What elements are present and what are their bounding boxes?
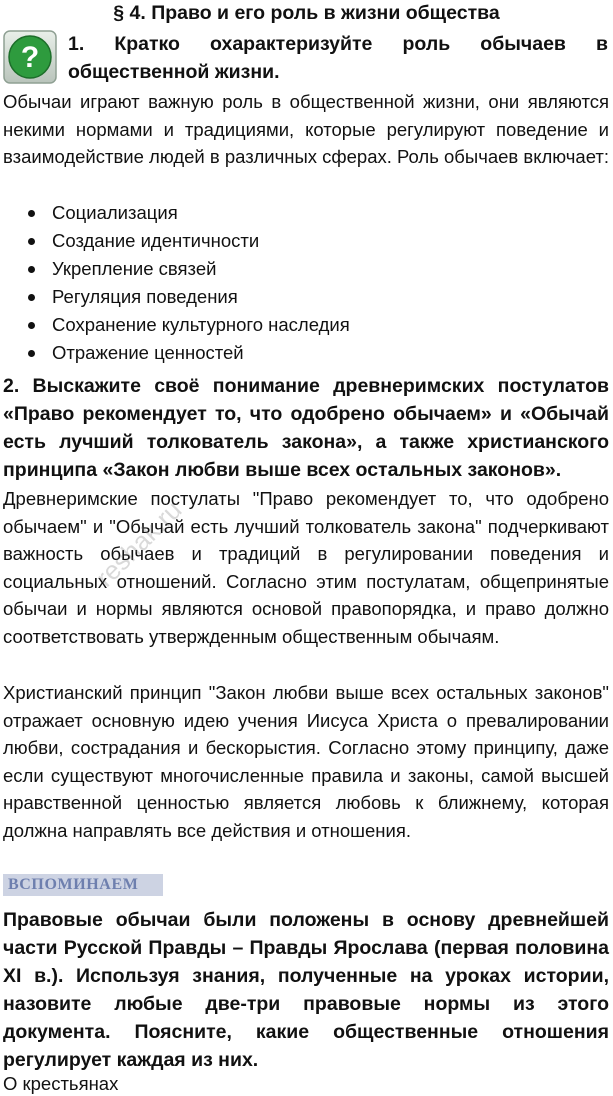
roles-list (3, 199, 603, 367)
list-item-text: Укрепление связей (52, 258, 217, 279)
svg-text:?: ? (20, 41, 40, 74)
q1-word: обычаев (480, 33, 566, 55)
bullet-icon (28, 294, 35, 301)
watermark-text: reshak.ru (89, 494, 188, 593)
q1-word: охарактеризуйте (210, 33, 373, 55)
bullet-icon (28, 266, 35, 273)
q1-word: 1. (68, 33, 85, 55)
question-2: 2. Выскажите своё понимание древнеримских постулатов «Право рекомендует то, что одобрено обычаем» и «Обычай есть лучший толкователь закона», а также христианского принципа «Закон любви выше всех остальных законов». (3, 375, 609, 481)
bullet-icon (28, 210, 35, 217)
list-item-text: Отражение ценностей (52, 342, 244, 363)
q1-word: роль (402, 33, 451, 55)
list-item-text: Создание идентичности (52, 230, 260, 251)
answer-1-intro: Обычаи играют важную роль в общественной жизни, они являются некими нормами и традициями, которые регулируют поведение и взаимодействие людей в различных сферах. Роль обычаев включает: (3, 91, 609, 167)
question-3: Правовые обычаи были положены в основу древнейшей части Русской Правды – Правды Ярослава (первая половина XI в.). Используя знания, полученные на уроках истории, назовите любые две-три правовые нормы из этого документа. Поясните, какие общественные отношения регулирует каждая из них. (3, 909, 609, 1071)
question-1 (68, 30, 608, 86)
list-item (3, 199, 603, 227)
list-item (3, 255, 603, 283)
list-item-text: Сохранение культурного наследия (52, 314, 350, 335)
section-title: § 4. Право и его роль в жизни общества (113, 2, 500, 24)
answer-2-paragraph-2: Христианский принцип "Закон любви выше всех остальных законов" отражает основную идею учения Иисуса Христа о превалировании любви, сострадания и бескорыстия. Согласно этому принципу, даже если существуют многочисленные правила и законы, самой высшей нравственной ценностью является любовь к ближнему, которая должна направлять все действия и отношения. (3, 682, 609, 841)
q1-word: в (595, 33, 608, 55)
recall-badge: ВСПОМИНАЕМ (3, 874, 163, 896)
list-item-text: Регуляция поведения (52, 286, 238, 307)
list-item (3, 339, 603, 367)
bullet-icon (28, 322, 35, 329)
answer-3-start: О крестьянах (3, 1073, 119, 1094)
answer-2-paragraph-1: Древнеримские постулаты "Право рекомендует то, что одобрено обычаем" и "Обычай есть лучший толкователь закона" подчеркивают важность обычаев и традиций в регулировании поведения и социальных отношений. Согласно этим постулатам, общепринятые обычаи и нормы являются основой правопорядка, и право должно соответствовать утвержденным общественным обычаям. (3, 488, 609, 647)
list-item (3, 311, 603, 339)
bullet-icon (28, 238, 35, 245)
question-1-line1 (68, 30, 608, 58)
list-item-text: Социализация (52, 202, 178, 223)
q1-word: Кратко (114, 33, 180, 55)
question-1-line2: общественной жизни. (68, 61, 280, 83)
list-item (3, 283, 603, 311)
bullet-icon (28, 350, 35, 357)
question-mark-icon (3, 30, 57, 84)
list-item (3, 227, 603, 255)
